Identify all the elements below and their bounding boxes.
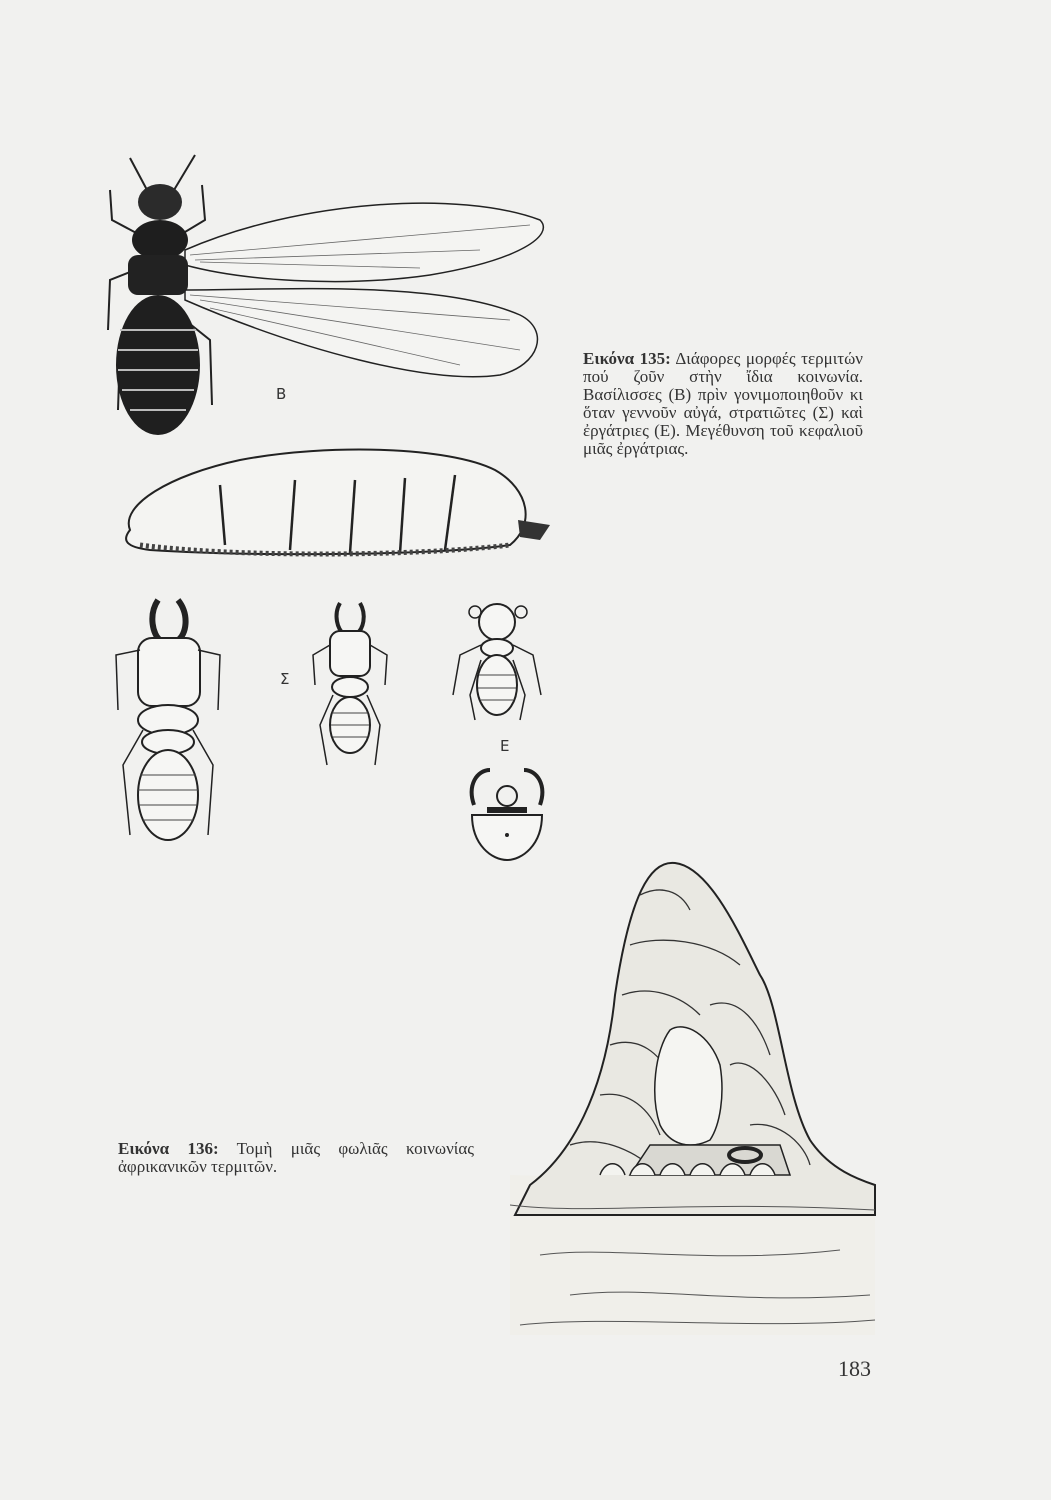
- large-soldier-illustration: [108, 590, 233, 870]
- label-worker: Ε: [500, 737, 510, 755]
- termite-mound-cross-section: [510, 855, 880, 1335]
- figure-135-text: Διάφορες μορφές τερμιτών πού ζοῦν στὴν ἴδια κοινωνία. Βασίλισσες (Β) πρὶν γονιμοποιηθοῦν κι ὅταν γεννοῦν αὐγά, στρατιῶτες (Σ) καὶ ἐργάτριες (Ε). Μεγέθυνση τοῦ κεφαλιοῦ μιᾶς ἐργάτριας.: [583, 349, 863, 458]
- winged-queen-illustration: [100, 150, 560, 440]
- page-number: 183: [838, 1356, 871, 1381]
- figure-136-text: Τομὴ μιᾶς φωλιᾶς κοινωνίας ἀφρικανικῶν τερμιτῶν.: [118, 1139, 474, 1176]
- worker-head-enlargement: [462, 760, 552, 865]
- label-soldier: Σ: [280, 670, 290, 688]
- egg-laying-queen-illustration: [110, 445, 560, 560]
- figure-136-caption: [118, 1140, 474, 1176]
- worker-illustration: [445, 600, 550, 725]
- label-queen: Β: [276, 385, 287, 403]
- figure-136-label: Εικόνα 136:: [118, 1139, 219, 1158]
- figure-135-label: Εικόνα 135:: [583, 349, 671, 368]
- small-soldier-illustration: [305, 595, 395, 780]
- figure-135-caption: [583, 350, 863, 458]
